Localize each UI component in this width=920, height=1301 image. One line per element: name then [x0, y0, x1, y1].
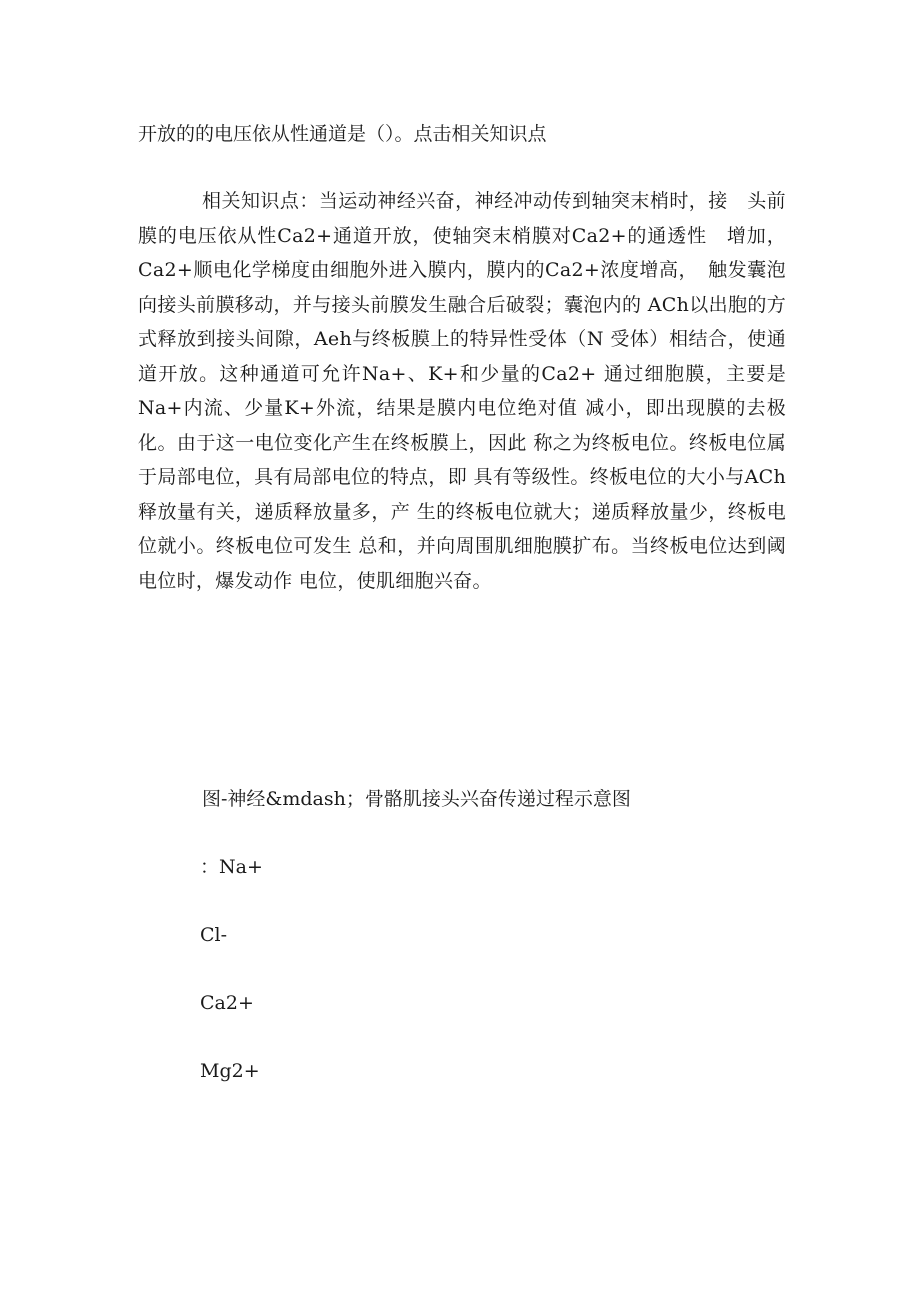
- figure-caption: 图-神经&mdash；骨骼肌接头兴奋传递过程示意图: [202, 788, 631, 810]
- option-ca: Ca2+: [200, 992, 254, 1014]
- option-cl: Cl-: [200, 924, 228, 946]
- knowledge-paragraph: 相关知识点：当运动神经兴奋，神经冲动传到轴突末梢时，接 头前膜的电压依从性Ca2+通道开放，使轴突末梢膜对Ca2+的通透性 增加，Ca2+顺电化学梯度由细胞外进入膜内，膜内的Ca2+浓度增高， 触发囊泡向接头前膜移动，并与接头前膜发生融合后破裂；囊泡内的 ACh以出胞的方式释放到接头间隙，Aeh与终板膜上的特异性受体（N 受体）相结合，使通道开放。这种通道可允许Na+、K+和少量的Ca2+ 通过细胞膜，主要是Na+内流、少量K+外流，结果是膜内电位绝对值 减小，即出现膜的去极化。由于这一电位变化产生在终板膜上，因此 称之为终板电位。终板电位属于局部电位，具有局部电位的特点，即 具有等级性。终板电位的大小与ACh释放量有关，递质释放量多，产 生的终板电位就大；递质释放量少，终板电位就小。终板电位可发生 总和，并向周围肌细胞膜扩布。当终板电位达到阈电位时，爆发动作 电位，使肌细胞兴奋。: [138, 190, 786, 592]
- option-na: ：Na+: [200, 856, 263, 878]
- option-mg: Mg2+: [200, 1060, 260, 1082]
- question-text: 开放的的电压依从性通道是（）。点击相关知识点: [138, 123, 547, 145]
